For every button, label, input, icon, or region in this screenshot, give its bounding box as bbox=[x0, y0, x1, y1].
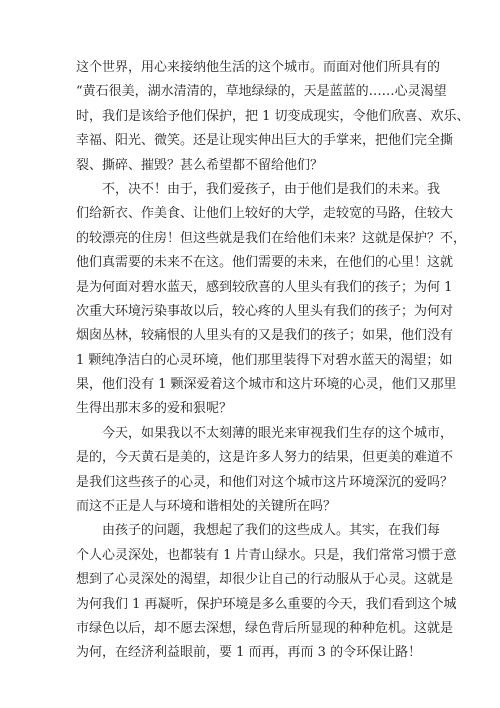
text-line: 是为何面对碧水蓝天，感到较欣喜的人里头有我们的孩子；为何 1 bbox=[76, 279, 453, 295]
text-line: 想到了心灵深处的渴望，却很少让自己的行动服从于心灵。这就是 bbox=[76, 572, 454, 588]
text-line: 的较漂亮的住房！但这些就是我们在给他们未来？这就是保护？不， bbox=[76, 230, 467, 246]
text-line: 个人心灵深处，也都装有 1 片青山绿水。只是，我们常常习惯于意 bbox=[76, 547, 457, 563]
text-line: 1 颗纯净洁白的心灵环境，他们那里装得下对碧水蓝天的渴望；如 bbox=[76, 352, 453, 368]
text-line: 为何，在经济利益眼前，要 1 而再，再而 3 的令环保让路！ bbox=[76, 645, 422, 661]
text-line: 是我们这些孩子的心灵，和他们对这个城市这片环境深沉的爱吗？ bbox=[76, 474, 454, 490]
text-line: 次重大环境污染事故以后，较心疼的人里头有我们的孩子；为何对 bbox=[76, 303, 454, 319]
text-line: 裂、撕碎、摧毁？甚么希望都不留给他们？ bbox=[76, 157, 324, 173]
text-line: 们给新衣、作美食、让他们上较好的大学，走较宽的马路，住较大 bbox=[76, 206, 454, 222]
text-line: 是的，今天黄石是美的，这是许多人努力的结果，但更美的难道不 bbox=[76, 450, 454, 466]
text-line: 他们真需要的未来不在这。他们需要的未来，在他们的心里！这就 bbox=[76, 255, 454, 271]
text-line: 由孩子的问题，我想起了我们的这些成人。其实，在我们每 bbox=[76, 523, 441, 539]
text-line: “黄石很美，湖水清清的，草地绿绿的，天是蓝蓝的……心灵渴望 bbox=[76, 84, 447, 100]
text-line: 生得出那末多的爱和狠呢？ bbox=[76, 401, 233, 417]
text-line: 为何我们 1 再凝听，保护环境是多么重要的今天，我们看到这个城 bbox=[76, 596, 457, 612]
text-line: 市绿色以后，却不愿去深想，绿色背后所显现的种种危机。这就是 bbox=[76, 620, 454, 636]
text-line: 而这不正是人与环境和谐相处的关键所在吗？ bbox=[76, 499, 337, 515]
text-line: 果，他们没有 1 颗深爱着这个城市和这片环境的心灵，他们又那里 bbox=[76, 377, 457, 393]
text-line: 烟囱丛林，较痛恨的人里头有的又是我们的孩子；如果，他们没有 bbox=[76, 328, 454, 344]
text-line: 不，决不！由于，我们爱孩子，由于他们是我们的未来。我 bbox=[76, 181, 441, 197]
text-line: 时，我们是该给予他们保护，把 1 切变成现实，令他们欣喜、欢乐、 bbox=[76, 108, 470, 124]
text-line: 幸福、阳光、微笑。还是让现实伸出巨大的手掌来，把他们完全撕 bbox=[76, 133, 454, 149]
text-line: 这个世界，用心来接纳他生活的这个城市。而面对他们所具有的 bbox=[76, 60, 441, 75]
text-line: 今天，如果我以不太刻薄的眼光来审视我们生存的这个城市， bbox=[76, 425, 454, 441]
body-text bbox=[76, 56, 470, 666]
